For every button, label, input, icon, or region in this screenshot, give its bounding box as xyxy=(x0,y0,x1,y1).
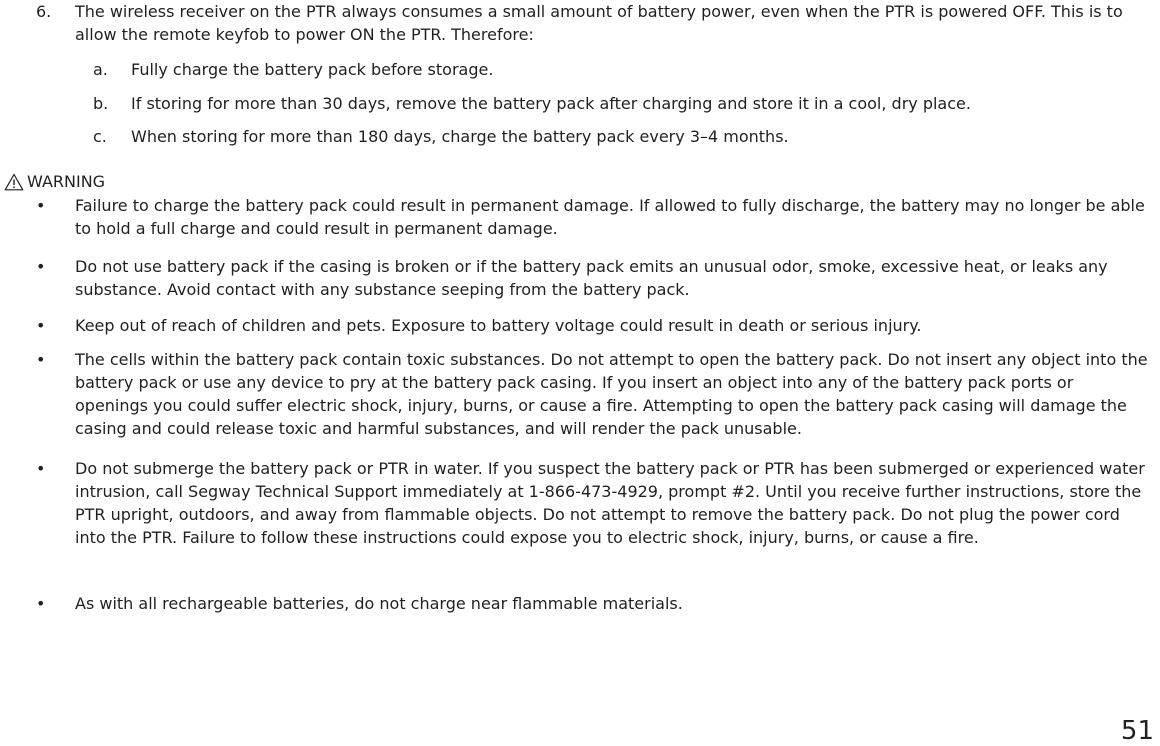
sub-item-letter: b. xyxy=(93,94,109,113)
bullet-text: Do not submerge the battery pack or PTR in water. If you suspect the battery pack or PTR has been submerged or experienced water intrusion, call Segway Technical Support immediately at 1-866-473-4929, prompt #2. Until you receive further instructions, store the PTR upright, outdoors, and away from flammable objects. Do not attempt to remove the battery pack. Do not plug the power cord into the PTR. Failure to follow these instructions could expose you to electric shock, injury, burns, or cause a fire. xyxy=(75,459,1145,547)
bullet-text: Do not use battery pack if the casing is broken or if the battery pack emits an unusual odor, smoke, excessive heat, or leaks any substance. Avoid contact with any substance seeping from the battery pack. xyxy=(75,257,1108,299)
bullet-text: Keep out of reach of children and pets. Exposure to battery voltage could result in death or serious injury. xyxy=(75,316,922,335)
bullet-marker: • xyxy=(36,459,46,478)
sub-item-text: When storing for more than 180 days, charge the battery pack every 3–4 months. xyxy=(131,127,789,146)
bullet-marker: • xyxy=(36,316,46,335)
list-number: 6. xyxy=(36,2,52,21)
bullet-text: Failure to charge the battery pack could result in permanent damage. If allowed to fully discharge, the battery may no longer be able to hold a full charge and could result in permanent damage. xyxy=(75,196,1145,238)
bullet-marker: • xyxy=(36,594,46,613)
numbered-item-text: The wireless receiver on the PTR always consumes a small amount of battery power, even when the PTR is powered OFF. This is to allow the remote keyfob to power ON the PTR. Therefore: xyxy=(75,2,1123,44)
bullet-text: As with all rechargeable batteries, do not charge near flammable materials. xyxy=(75,594,683,613)
sub-item-letter: a. xyxy=(93,60,108,79)
warning-triangle-icon xyxy=(4,173,24,191)
bullet-text: The cells within the battery pack contain toxic substances. Do not attempt to open the battery pack. Do not insert any object into the battery pack or use any device to pry at the battery pack casing. If you insert an object into any of the battery pack ports or openings you could suffer electric shock, injury, burns, or cause a fire. Attempting to open the battery pack casing will damage the casing and could release toxic and harmful substances, and will render the pack unusable. xyxy=(75,350,1148,438)
page-number: 51 xyxy=(1120,716,1154,746)
bullet-marker: • xyxy=(36,196,46,215)
warning-label: WARNING xyxy=(27,172,106,191)
bullet-marker: • xyxy=(36,257,46,276)
sub-item-text: Fully charge the battery pack before storage. xyxy=(131,60,494,79)
bullet-marker: • xyxy=(36,350,46,369)
sub-item-text: If storing for more than 30 days, remove the battery pack after charging and store it in a cool, dry place. xyxy=(131,94,971,113)
sub-item-letter: c. xyxy=(93,127,107,146)
warning-heading xyxy=(4,170,105,193)
